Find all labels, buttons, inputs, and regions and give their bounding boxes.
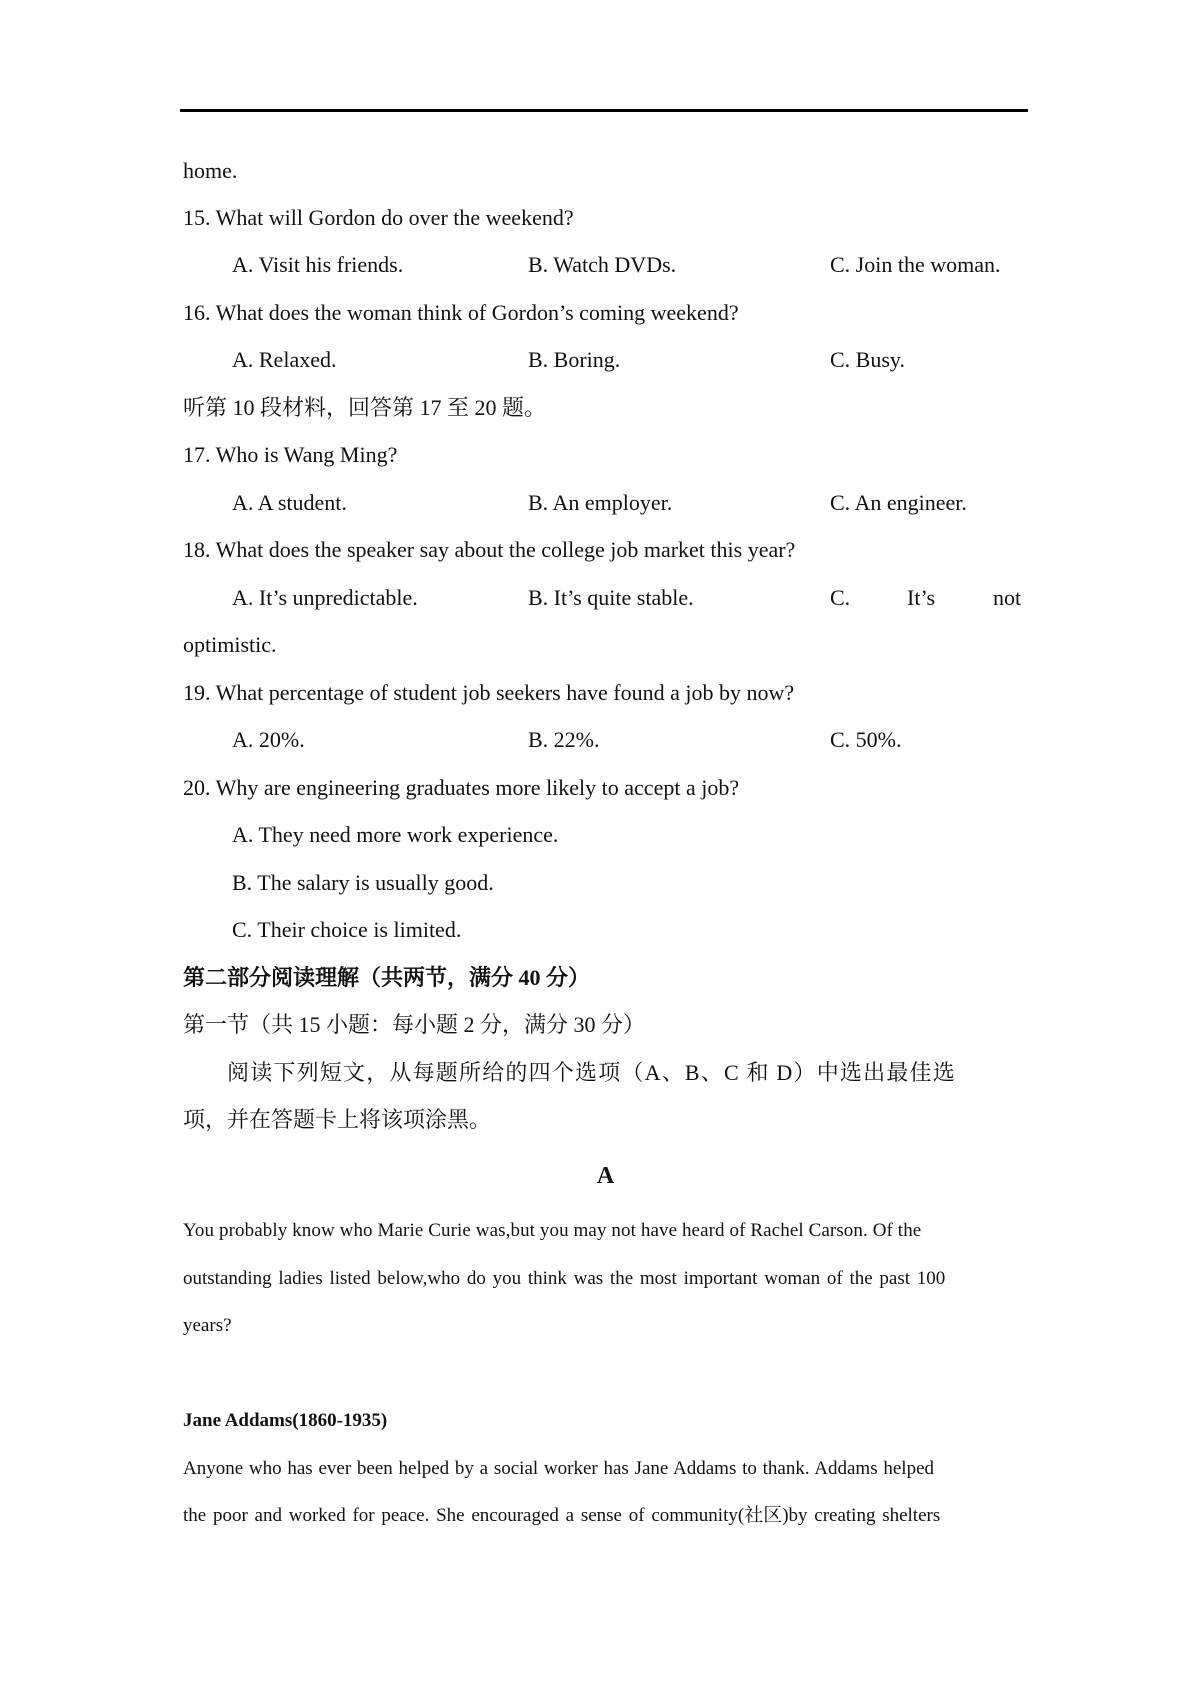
option-18c-continued: optimistic. [183, 632, 277, 657]
option-15c: C. Join the woman. [830, 252, 1001, 277]
header-rule [180, 109, 1028, 112]
option-18c-letter: C. [830, 585, 851, 610]
option-18c-word: not [993, 585, 1022, 610]
passage-text: the poor and worked for peace. She encouraged a sense of community(社区)by creating shelters [183, 1505, 941, 1526]
option-18b: B. It’s quite stable. [528, 585, 694, 610]
option-16b: B. Boring. [528, 347, 621, 372]
passage-text: years? [183, 1315, 232, 1336]
option-20c: C. Their choice is limited. [232, 917, 462, 942]
option-20b: B. The salary is usually good. [232, 870, 494, 895]
option-15b: B. Watch DVDs. [528, 252, 677, 277]
continued-text: home. [183, 158, 238, 183]
section-one-heading: 第一节（共 15 小题：每小题 2 分，满分 30 分） [183, 1012, 646, 1037]
option-16c: C. Busy. [830, 347, 905, 372]
option-16a: A. Relaxed. [232, 347, 337, 372]
question-19: 19. What percentage of student job seekers have found a job by now? [183, 680, 795, 705]
question-18: 18. What does the speaker say about the college job market this year? [183, 537, 796, 562]
subheading-jane-addams: Jane Addams(1860-1935) [183, 1410, 388, 1431]
part-two-heading: 第二部分阅读理解（共两节，满分 40 分） [183, 965, 591, 990]
option-19c: C. 50%. [830, 727, 902, 752]
option-18c-word: It’s [907, 585, 936, 610]
option-15a: A. Visit his friends. [232, 252, 404, 277]
passage-label: A [596, 1163, 615, 1189]
option-18a: A. It’s unpredictable. [232, 585, 418, 610]
passage-text: Anyone who has ever been helped by a social worker has Jane Addams to thank. Addams helped [183, 1458, 934, 1479]
question-20: 20. Why are engineering graduates more likely to accept a job? [183, 775, 740, 800]
option-17a: A. A student. [232, 490, 347, 515]
listening-instruction: 听第 10 段材料，回答第 17 至 20 题。 [183, 395, 547, 420]
option-17b: B. An employer. [528, 490, 673, 515]
reading-instruction: 阅读下列短文，从每题所给的四个选项（A、B、C 和 D）中选出最佳选 [227, 1060, 956, 1085]
option-20a: A. They need more work experience. [232, 822, 559, 847]
option-19a: A. 20%. [232, 727, 305, 752]
option-17c: C. An engineer. [830, 490, 967, 515]
question-15: 15. What will Gordon do over the weekend? [183, 205, 574, 230]
question-17: 17. Who is Wang Ming? [183, 442, 398, 467]
passage-text: outstanding ladies listed below,who do you think was the most important woman of the past 100 [183, 1268, 946, 1289]
reading-instruction-continued: 项，并在答题卡上将该项涂黑。 [183, 1107, 492, 1132]
question-16: 16. What does the woman think of Gordon’s coming weekend? [183, 300, 739, 325]
option-19b: B. 22%. [528, 727, 600, 752]
passage-text: You probably know who Marie Curie was,but you may not have heard of Rachel Carson. Of the [183, 1220, 922, 1241]
